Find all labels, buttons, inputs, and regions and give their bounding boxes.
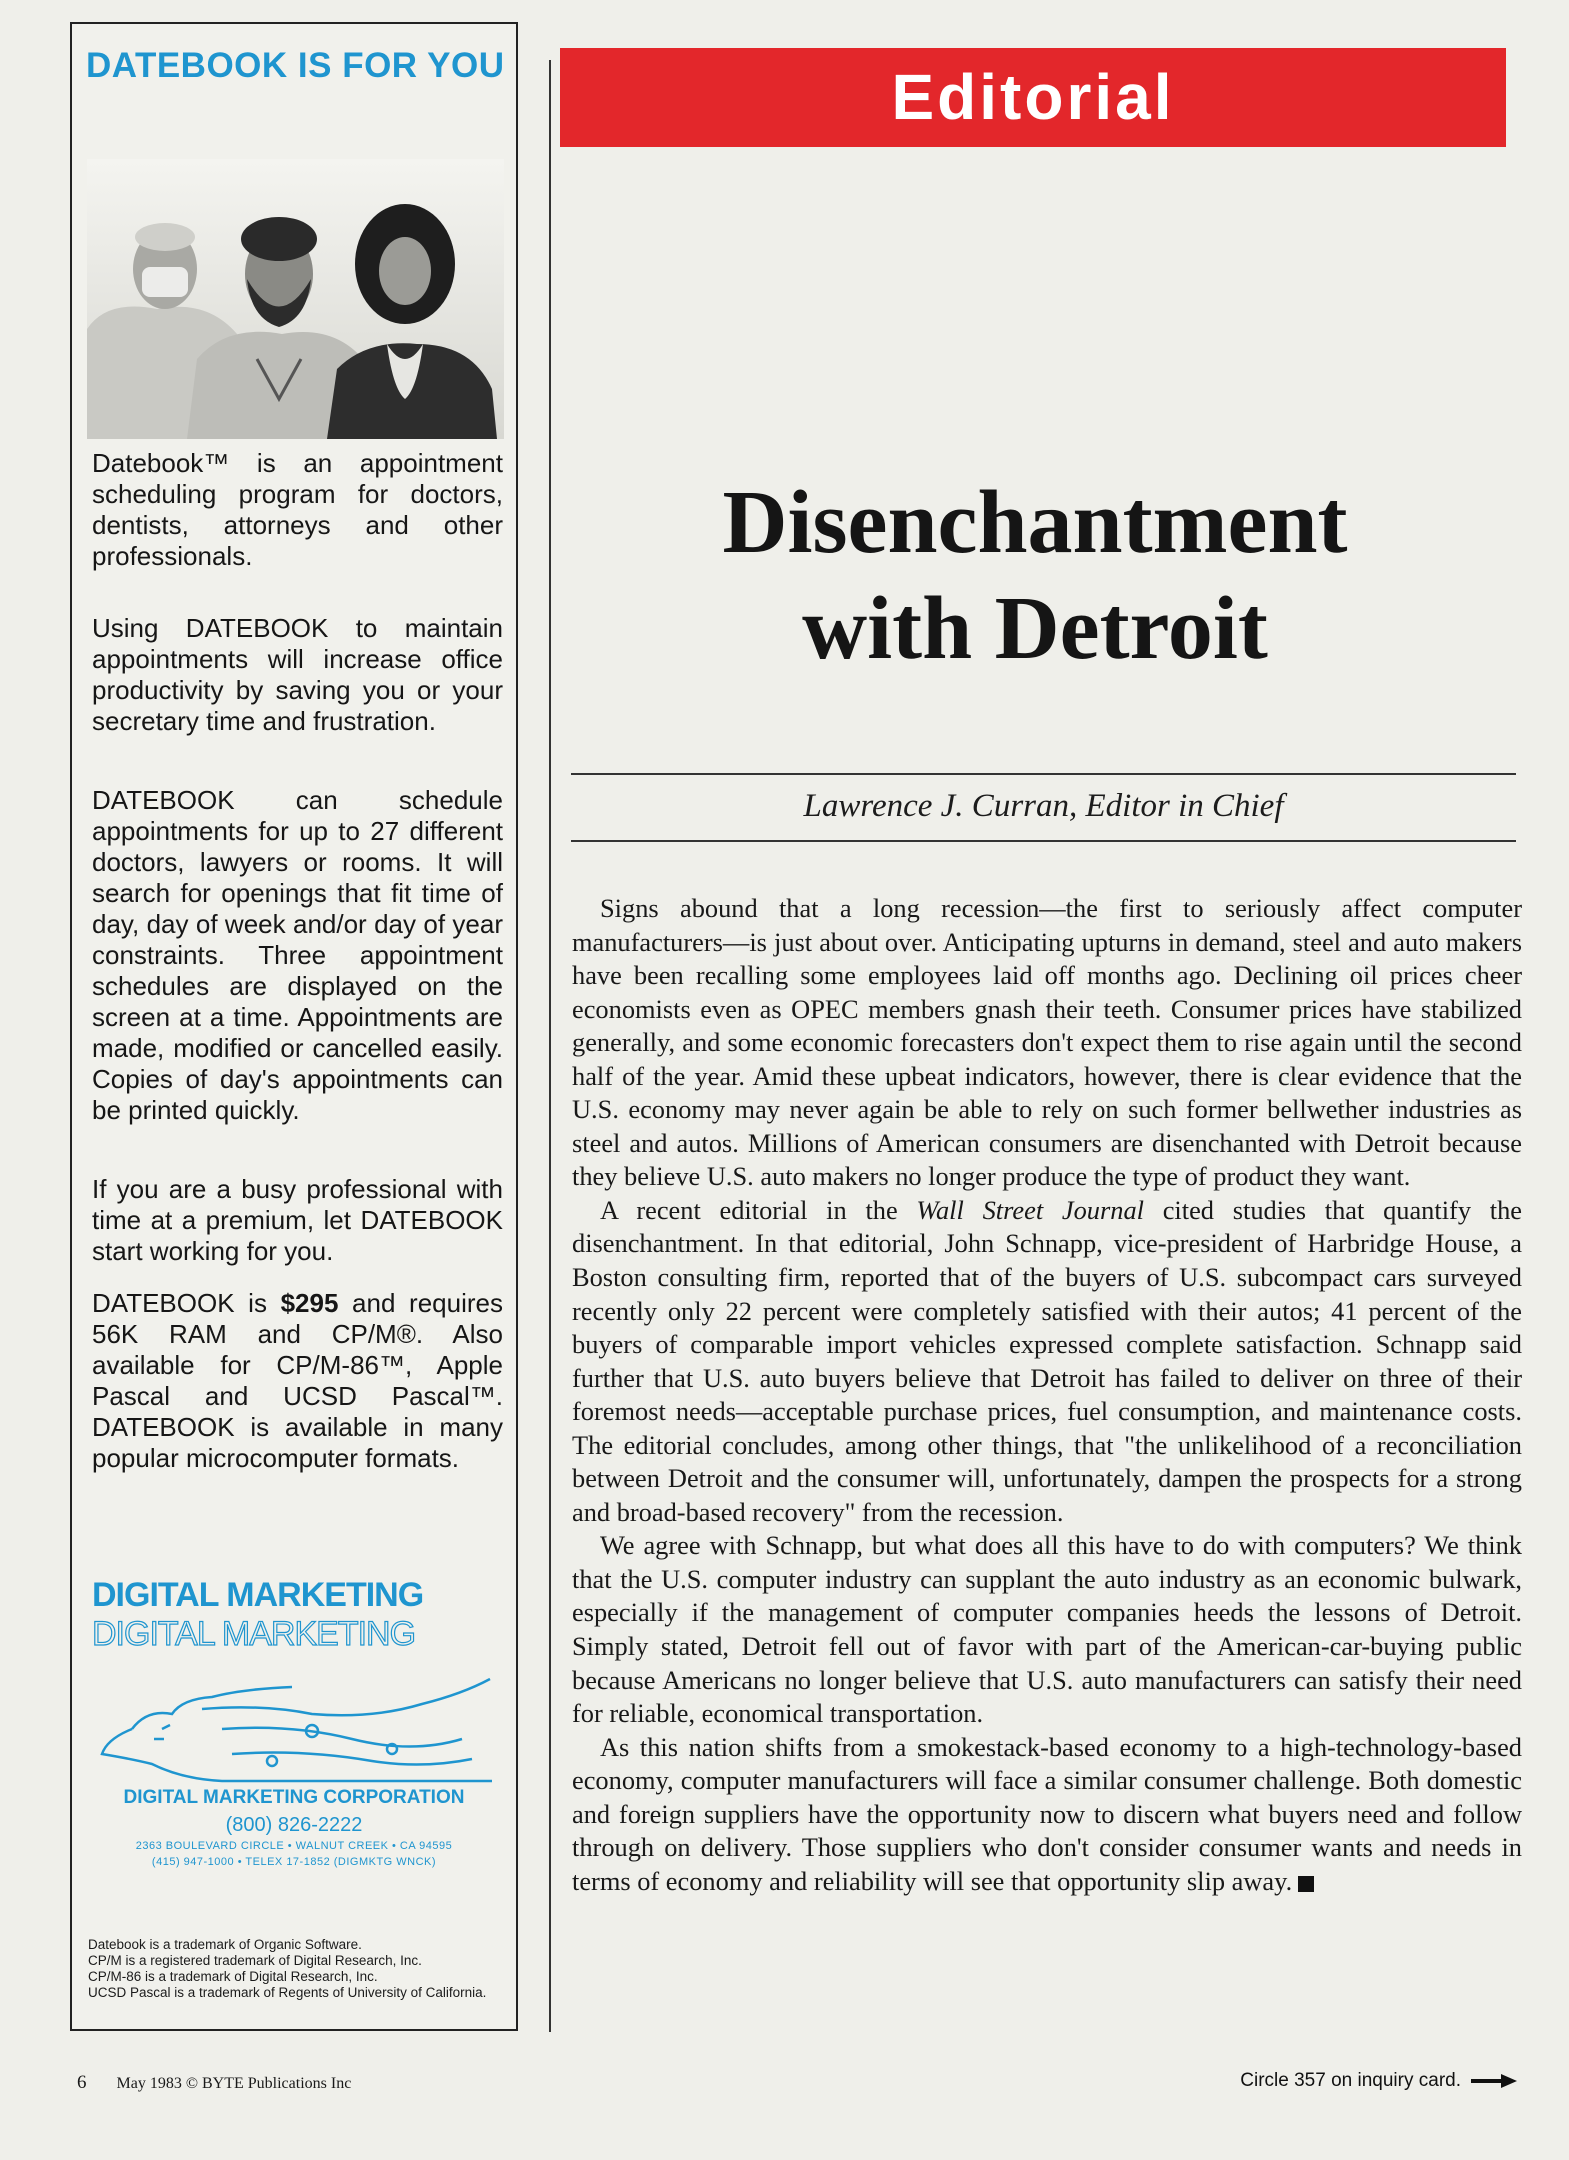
page-number: 6 <box>77 2072 87 2093</box>
logo-profile-circuit-art <box>92 1669 492 1794</box>
inquiry-note <box>1240 2070 1517 2092</box>
datebook-advertisement <box>70 22 518 2031</box>
title-line-2: with Detroit <box>802 579 1268 678</box>
trademark-notice: Datebook is a trademark of Organic Software. <box>88 1937 362 1952</box>
paragraph-text: As this nation shifts from a smokestack-based economy to a high-technology-based economy, computer manufacturers will face a similar consumer challenge. Both domestic and foreign suppliers have the opportunity now to discern what buyers need and follow through on delivery. Those suppliers who don't consider consumer wants and needs in terms of economy and reliability will see that opportunity slip away. <box>572 1731 1522 1896</box>
ad-paragraph-intro: Datebook™ is an appointment scheduling program for doctors, dentists, attorneys and other professionals. <box>92 448 503 571</box>
ad-paragraph-productivity: Using DATEBOOK to maintain appointments will increase office productivity by saving you or your secretary time and frustration. <box>92 613 503 736</box>
ad-pricing-lead: DATEBOOK is <box>92 1288 281 1318</box>
ad-paragraph-features: DATEBOOK can schedule appointments for up to 27 different doctors, lawyers or rooms. It will search for openings that fit time of day, day of week and/or day of year constraints. Three appointment schedules are displayed on the screen at a time. Appointments are made, modified or cancelled easily. Copies of day's appointments can be printed quickly. <box>92 785 503 1125</box>
paragraph-text: cited studies that quantify the disenchantment. In that editorial, John Schnapp, vice-president of Harbridge House, a Boston consulting firm, reported that of the buyers of U.S. subcompact cars surveyed recently only 22 percent were completely satisfied with their autos; 41 percent of the buyers of comparable import vehicles expressed complete satisfaction. Schnapp said further that U.S. auto buyers believe that Detroit has failed to deliver on three of their foremost needs—acceptable purchase prices, fuel consumption, and maintenance costs. The editorial concludes, among other things, that "the unlikelihood of a reconciliation between Detroit and the consumer will, unfortunately, dampen the prospects for a strong and broad-based recovery" from the recession. <box>572 1194 1522 1527</box>
company-address: 2363 BOULEVARD CIRCLE • WALNUT CREEK • CA 94595 <box>135 1840 453 1852</box>
trademark-notice: CP/M-86 is a trademark of Digital Research, Inc. <box>88 1969 378 1984</box>
ad-paragraph-pricing <box>92 1288 503 1474</box>
ad-paragraph-call-to-action: If you are a busy professional with time at a premium, let DATEBOOK start working for you. <box>92 1174 503 1266</box>
ad-photo-three-professionals <box>87 159 504 439</box>
article-paragraph <box>572 1194 1522 1529</box>
trademark-notice: UCSD Pascal is a trademark of Regents of University of California. <box>88 1985 487 2000</box>
article-paragraph <box>572 1731 1522 1899</box>
publication-name: Wall Street Journal <box>916 1194 1144 1225</box>
issue-credit: May 1983 © BYTE Publications Inc <box>116 2075 352 2092</box>
article-title <box>570 470 1500 682</box>
article-paragraph: Signs abound that a long recession—the first to seriously affect computer manufacturers—is just about over. Anticipating upturns in demand, steel and auto makers have been recalling some employees laid off months ago. Declining oil prices cheer economists even as OPEC members gnash their teeth. Consumer prices have stabilized generally, and some economic forecasters don't expect them to rise again until the second half of the year. Amid these upbeat indicators, however, there is clear evidence that the U.S. economy may never again be able to rely on such former bellwether industries as steel and autos. Millions of American consumers are disenchanted with Detroit because they believe U.S. auto makers no longer produce the type of product they want. <box>572 893 1522 1192</box>
end-mark-icon <box>1298 1876 1314 1892</box>
company-name: DIGITAL MARKETING CORPORATION <box>123 1787 465 1808</box>
trademark-notice: CP/M is a registered trademark of Digital Research, Inc. <box>88 1953 422 1968</box>
editorial-banner <box>560 48 1506 147</box>
section-label: Editorial <box>891 61 1175 133</box>
arrow-right-icon <box>1471 2073 1517 2089</box>
logo-wordmark-solid: DIGITAL MARKETING <box>92 1576 424 1614</box>
company-telex: (415) 947-1000 • TELEX 17-1852 (DIGMKTG WNCK) <box>151 1856 437 1868</box>
logo-wordmark-outline: DIGITAL MARKETING <box>92 1615 416 1653</box>
inquiry-text: Circle 357 on inquiry card. <box>1240 2070 1461 2091</box>
digital-marketing-logo <box>92 1576 512 1654</box>
byline-rule-bottom <box>571 840 1516 842</box>
paragraph-text: A recent editorial in the <box>600 1194 917 1225</box>
column-divider <box>549 60 551 2032</box>
article-body <box>572 892 1522 1898</box>
title-line-1: Disenchantment <box>722 473 1348 572</box>
ad-headline: DATEBOOK IS FOR YOU <box>86 46 505 85</box>
ad-pricing-detail: and requires 56K RAM and CP/M®. Also available for CP/M-86™, Apple Pascal and UCSD Pascal™. DATEBOOK is available in many popular microcomputer formats. <box>92 1288 503 1473</box>
byline-rule-top <box>571 773 1516 775</box>
company-phone: (800) 826-2222 <box>225 1814 363 1836</box>
article-paragraph: We agree with Schnapp, but what does all this have to do with computers? We think that the U.S. computer industry can supplant the auto industry as an economic bulwark, especially if the management of computer companies heeds the lessons of Detroit. Simply stated, Detroit fell out of favor with part of the American-car-buying public because Americans no longer believe that U.S. auto manufacturers can satisfy their need for reliable, economical transportation. <box>572 1530 1522 1729</box>
byline: Lawrence J. Curran, Editor in Chief <box>803 788 1284 824</box>
ad-trademark-notices <box>88 1937 508 2001</box>
page-footer <box>77 2072 351 2094</box>
ad-price: $295 <box>280 1288 339 1318</box>
